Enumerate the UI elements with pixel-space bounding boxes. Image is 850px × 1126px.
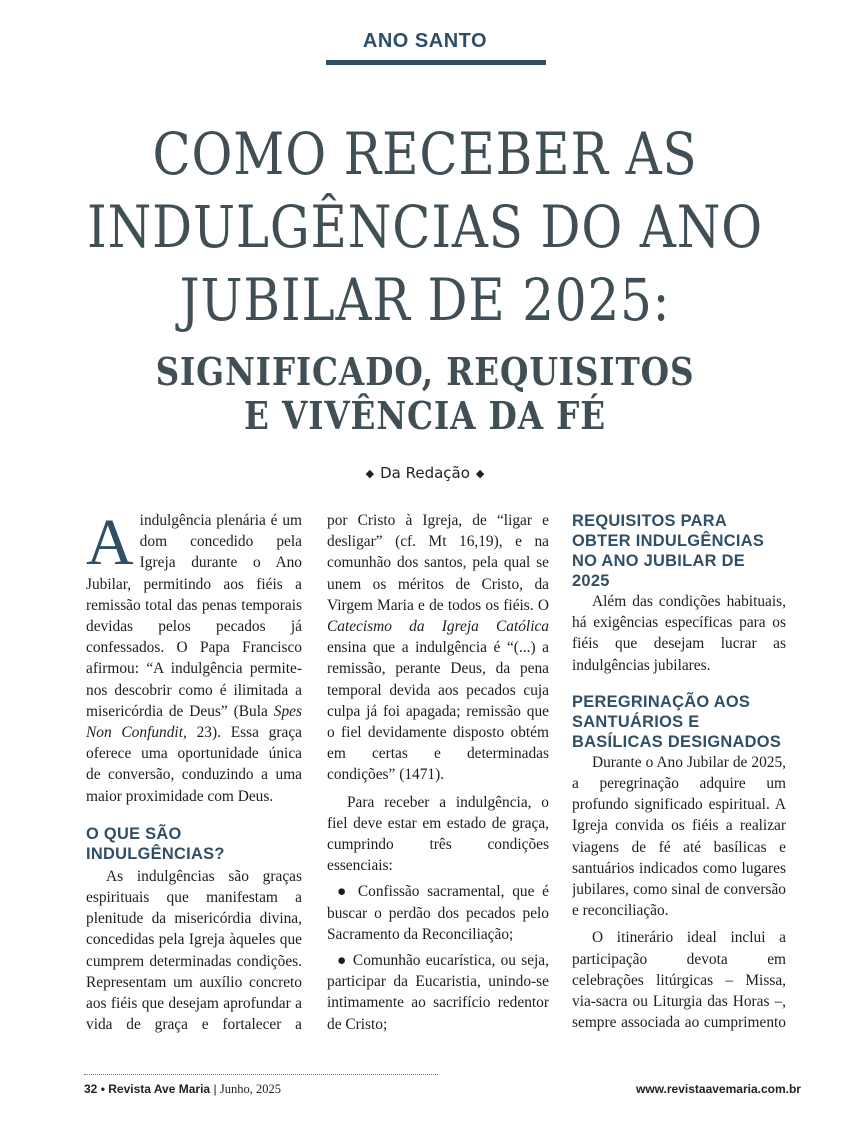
intro-text-end: , 23). Essa graça oferece uma oportunidade única de conversão, conduzindo a uma maior proximidade com Deus. [86,724,302,805]
title-line: JUBILAR DE 2025: [179,266,671,334]
paragraph: O itinerário ideal inclui a participação devota em celebrações litúrgicas – Missa, via-sacra ou Liturgia das Horas –, sempre associada ao cumprimento [572,929,786,1032]
footer-divider [84,1074,438,1075]
paragraph: Durante o Ano Jubilar de 2025, a peregrinação adquire um profundo significado espiritual. A Igreja convida os fiéis a realizar viagens de fé até basílicas e santuários indicados como lugares jubilares, como sinal de conversão e reconciliação. [572,753,786,920]
article-column-2 [327,510,549,1035]
footer-divider-mark: | [213,1082,217,1096]
drop-cap: A [86,510,134,579]
page-footer [84,1082,281,1097]
article-column-1 [86,510,302,1035]
byline [0,464,850,482]
footer-bullet: • [100,1082,105,1096]
subtitle-line: SIGNIFICADO, REQUISITOS [155,349,695,394]
list-item: ● Comunhão eucarística, ou seja, participar da Eucaristia, unindo-se intimamente ao sacrifício redentor de Cristo; [327,952,549,1033]
section-kicker: ANO SANTO [362,30,488,52]
list-item: ● Confissão sacramental, que é buscar o perdão dos pecados pelo Sacramento da Reconciliação; [327,883,549,943]
byline-text: Da Redação [380,464,470,482]
title-line: COMO RECEBER AS [152,120,698,188]
subtitle-line: E VIVÊNCIA DA FÉ [243,393,607,438]
title-line: INDULGÊNCIAS DO ANO [87,193,763,261]
section-heading: O QUE SÃO INDULGÊNCIAS? [86,824,225,863]
paragraph [327,510,549,786]
paragraph-text: por Cristo à Igreja, de “ligar e desligar” (cf. Mt 16,19), e na comunhão dos santos, pela qual se unem os méritos de Cristo, da Virgem Maria e de todos os fiéis. O [327,512,549,614]
kicker-underline [326,60,546,65]
section-heading: REQUISITOS PARA OBTER INDULGÊNCIAS NO ANO JUBILAR DE 2025 [572,512,765,590]
section-heading: PEREGRINAÇÃO AOS SANTUÁRIOS E BASÍLICAS DESIGNADOS [572,692,782,751]
website-link[interactable]: www.revistaavemaria.com.br [636,1082,801,1096]
magazine-name: Revista Ave Maria [108,1082,211,1096]
intro-paragraph [86,510,302,807]
bull-title: Spes Non Confundit [86,702,302,742]
article-column-3 [572,510,786,1035]
paragraph-text-end: ensina que a indulgência é “(...) a remissão, perante Deus, da pena temporal devida aos pecados cuja culpa já foi apagada; remissão que o fiel devidamente disposto obtém em certas e determinadas condições” (1471). [327,639,549,784]
paragraph: Para receber a indulgência, o fiel deve estar em estado de graça, cumprindo três condições essenciais: [327,793,549,875]
paragraph: Além das condições habituais, há exigências específicas para os fiéis que desejam lucrar as indulgências jubilares. [572,593,786,674]
article-title [60,118,791,337]
paragraph: As indulgências são graças espirituais que manifestam a plenitude da misericórdia divina, concedidas pela Igreja àqueles que cumprem determinadas condições. Representam um auxílio concreto aos fiéis que desejam aprofundar a vida de graça e fortalecer a [86,867,302,1034]
diamond-icon: ◆ [475,467,485,480]
page-number: 32 [84,1082,98,1096]
issue-date: Junho, 2025 [219,1082,282,1096]
diamond-icon: ◆ [365,467,375,480]
article-subtitle [60,350,791,438]
catechism-title: Catecismo da Igreja Católica [327,618,549,636]
intro-text: indulgência plenária é um dom concedido pela Igreja durante o Ano Jubilar, permitindo aos fiéis a remissão total das penas temporais devidas pelos pecados já confessados. O Papa Francisco afirmou: “A indulgência permite-nos descobrir como é ilimitada a misericórdia de Deus” (Bula [86,512,302,720]
